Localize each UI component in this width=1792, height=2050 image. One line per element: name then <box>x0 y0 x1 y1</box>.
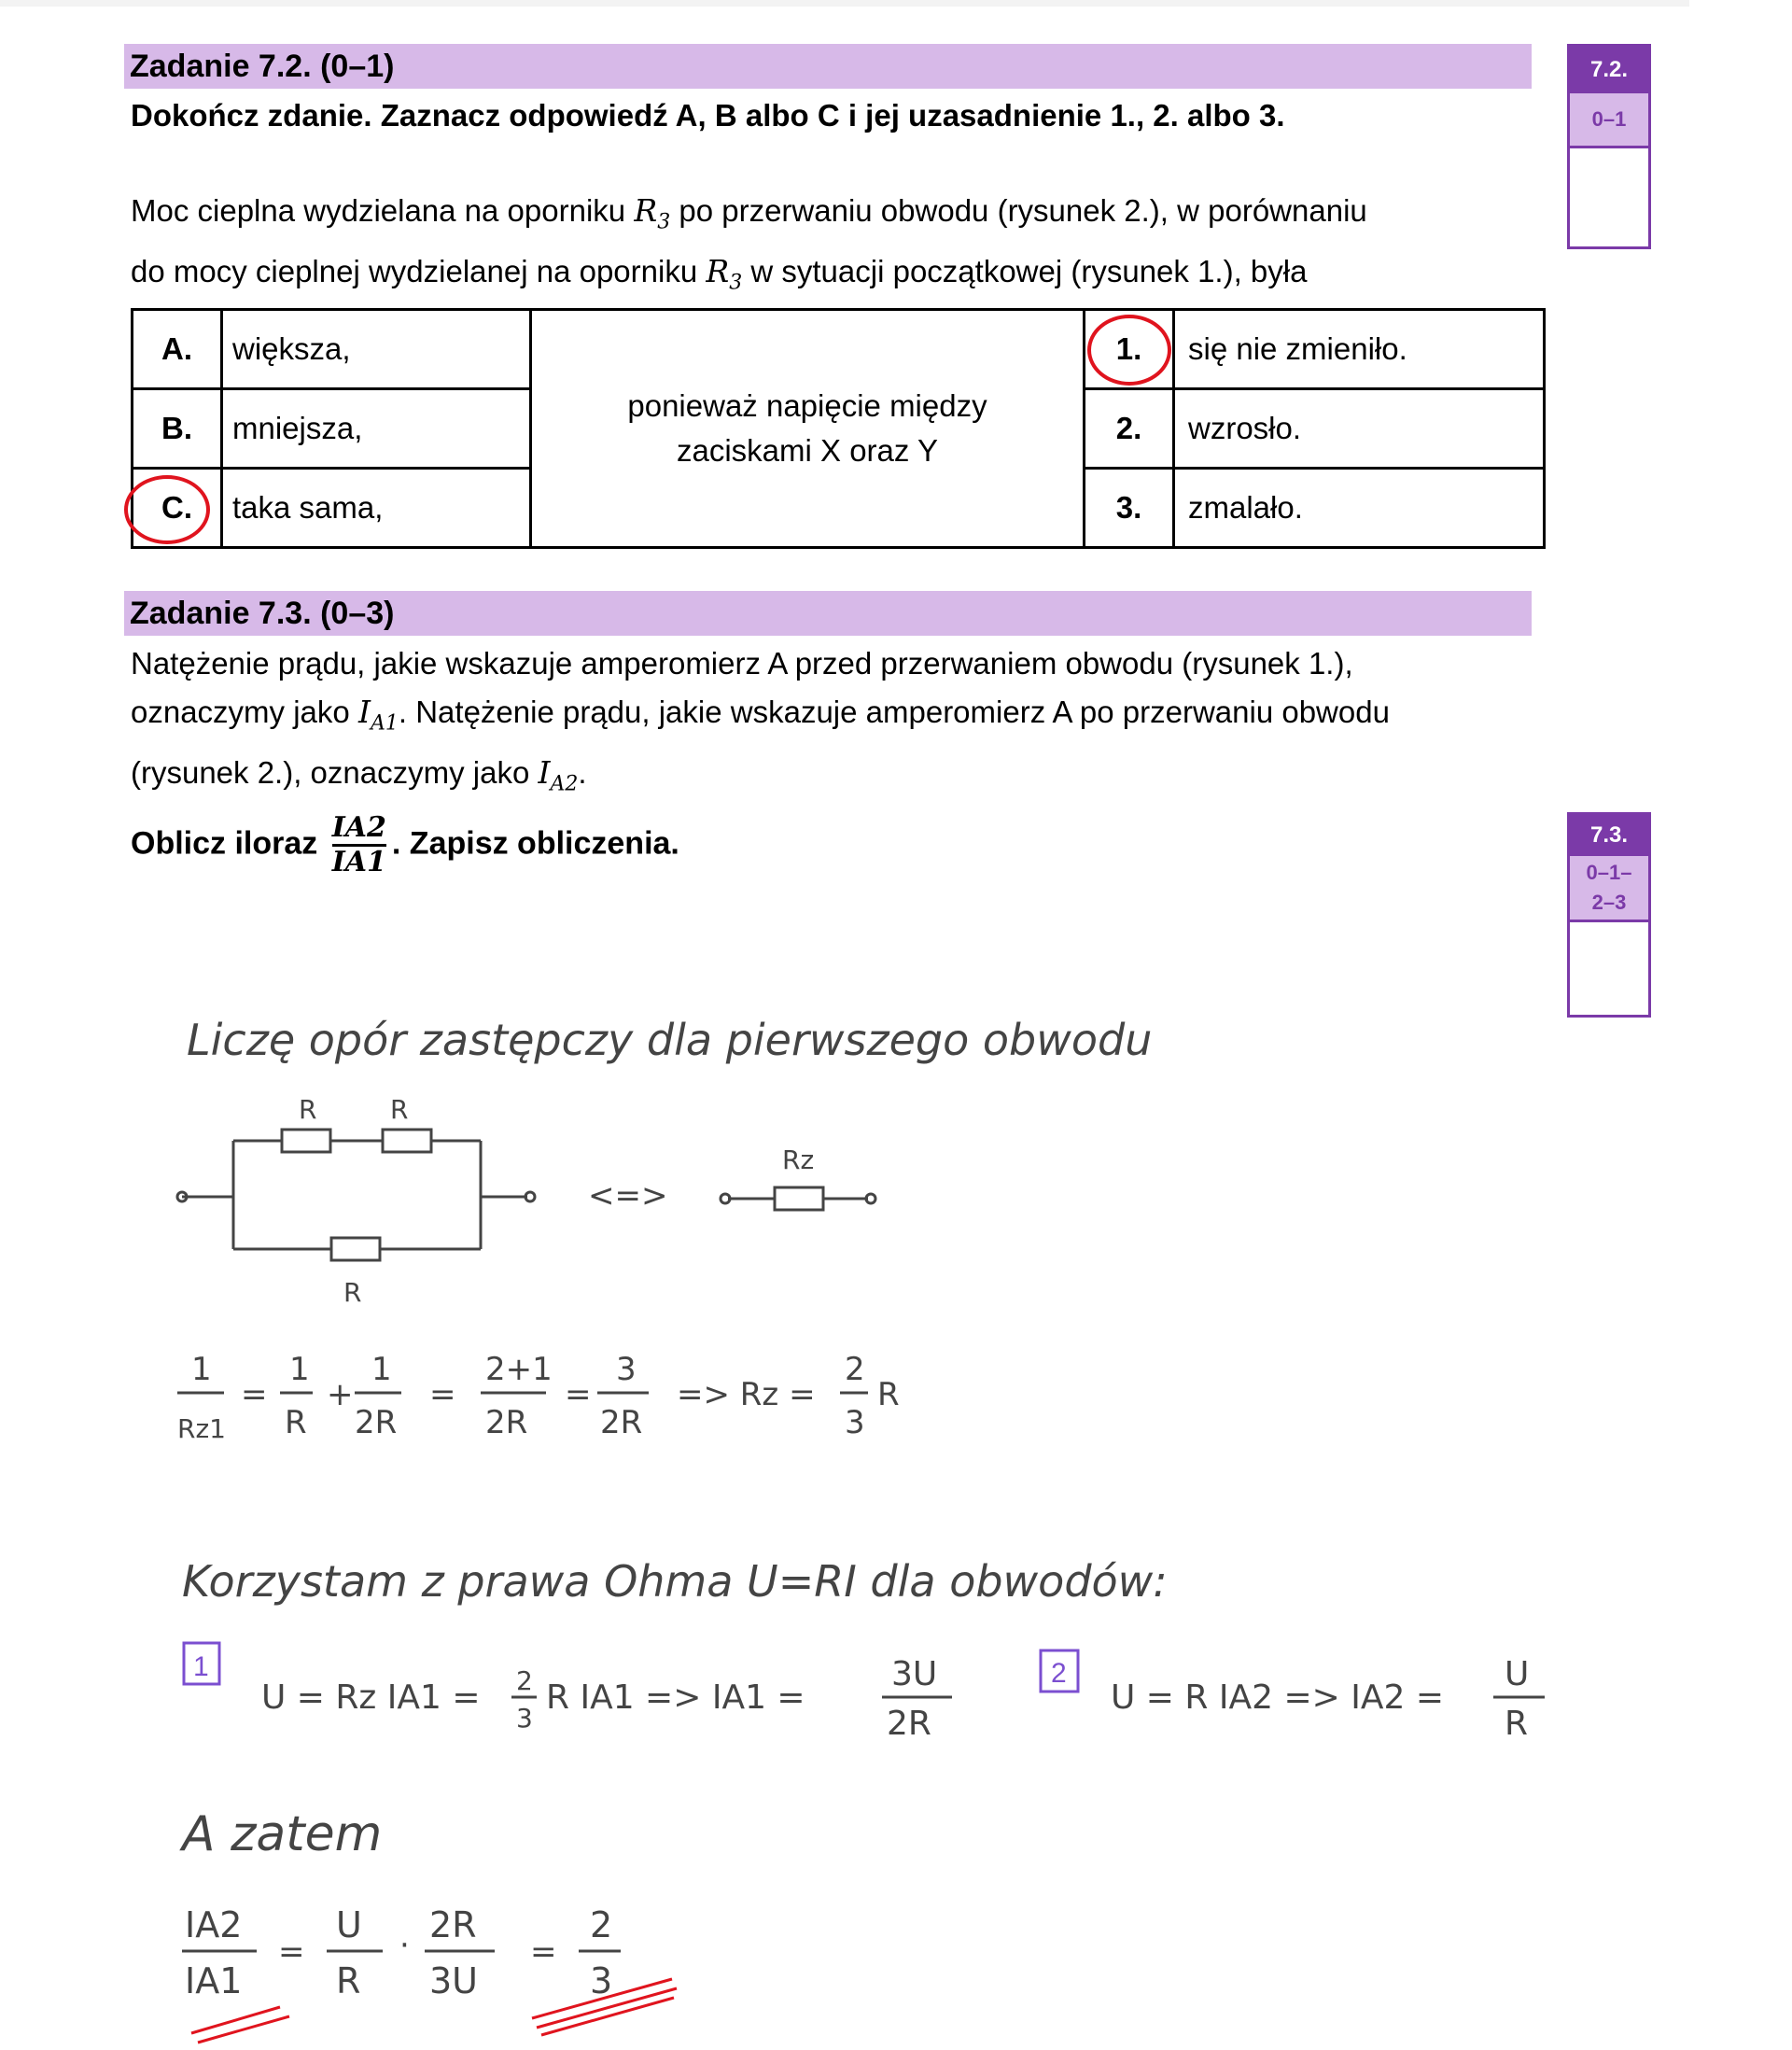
svg-text:IA1: IA1 <box>185 1960 243 2001</box>
svg-text:2: 2 <box>516 1665 533 1696</box>
stem-text: . Natężenie prądu, jakie wskazuje amperomierz A po przerwaniu obwodu <box>398 695 1390 729</box>
svg-text:=: = <box>530 1933 557 1971</box>
svg-text:1: 1 <box>289 1351 310 1388</box>
svg-text:+: + <box>327 1376 354 1413</box>
task-7-3-header: Zadanie 7.3. (0–3) <box>124 591 1532 636</box>
hw-line-2: Korzystam z prawa Ohma U=RI dla obwodów: <box>182 1556 1168 1607</box>
current-symbol-a2: $I_{A2}$ <box>538 753 579 796</box>
reason-1-text: się nie zmieniło. <box>1174 310 1545 389</box>
hw-final-equation <box>182 1904 621 2001</box>
hw-equation-1 <box>177 1351 900 1444</box>
svg-text:=: = <box>278 1933 305 1971</box>
task-7-3-instruction: Oblicz iloraz $\frac{IA2}{IA1}$ . Zapisz obliczenia. <box>131 811 679 878</box>
option-b[interactable]: B. <box>133 389 222 469</box>
svg-text:=: = <box>241 1376 268 1413</box>
ratio-fraction: $\frac{IA2}{IA1}$ <box>331 811 386 878</box>
current-symbol-a1: $I_{A1}$ <box>357 694 399 736</box>
equivalent-resistor-label: Rz <box>782 1144 815 1175</box>
circuit-drawing <box>177 1130 875 1260</box>
resistor-symbol: $R_3$ <box>706 252 743 295</box>
svg-text:U = R IA2 => IA2 =: U = R IA2 => IA2 = <box>1111 1678 1444 1717</box>
svg-text:3: 3 <box>516 1703 533 1734</box>
resistor-label: R <box>390 1094 409 1125</box>
svg-text:U: U <box>336 1904 362 1945</box>
resistor-label: R <box>343 1277 362 1308</box>
svg-text:2R: 2R <box>600 1404 643 1441</box>
stem-text: w sytuacji początkowej (rysunek 1.), była <box>750 253 1308 288</box>
score-range: 0–1– 2–3 <box>1570 856 1648 922</box>
stem-text: . <box>578 754 587 790</box>
stem-text: oznaczymy jako <box>131 695 350 729</box>
svg-text:3: 3 <box>845 1404 865 1441</box>
task-7-2-header: Zadanie 7.2. (0–1) <box>124 44 1532 89</box>
resistor-symbol: $R_3$ <box>634 192 671 234</box>
hw-equation-ohm-2 <box>1041 1650 1545 1743</box>
svg-text:1: 1 <box>191 1351 212 1388</box>
svg-text:3U: 3U <box>891 1655 938 1693</box>
svg-text:1: 1 <box>193 1651 209 1682</box>
resistor-label: R <box>299 1094 317 1125</box>
svg-text:Rz1: Rz1 <box>177 1413 226 1444</box>
hw-line-3: A zatem <box>182 1806 383 1862</box>
svg-text:U: U <box>1505 1655 1530 1693</box>
svg-text:U = Rz IA1 =: U = Rz IA1 = <box>261 1678 481 1717</box>
hw-line-1: Liczę opór zastępczy dla pierwszego obwodu <box>187 1015 1153 1065</box>
svg-text:2R: 2R <box>429 1904 477 1945</box>
stem-text: po przerwaniu obwodu (rysunek 2.), w porównaniu <box>679 193 1367 228</box>
svg-text:R IA1 => IA1 =: R IA1 => IA1 = <box>546 1678 805 1717</box>
svg-text:3: 3 <box>590 1960 613 2001</box>
option-c-text: taka sama, <box>222 469 531 548</box>
reason-2[interactable]: 2. <box>1085 389 1174 469</box>
option-b-text: mniejsza, <box>222 389 531 469</box>
svg-text:R: R <box>336 1960 361 2001</box>
reason-1[interactable]: 1. <box>1085 310 1174 389</box>
svg-text:2R: 2R <box>355 1404 398 1441</box>
score-range: 0–1 <box>1570 93 1648 148</box>
svg-text:2R: 2R <box>485 1404 528 1441</box>
svg-text:2R: 2R <box>887 1705 931 1743</box>
option-a-text: większa, <box>222 310 531 389</box>
svg-text:2: 2 <box>845 1351 865 1388</box>
stem-text: do mocy cieplnej wydzielanej na oporniku <box>131 253 698 288</box>
svg-text:R: R <box>285 1404 307 1441</box>
svg-text:3U: 3U <box>429 1960 478 2001</box>
svg-text:2+1: 2+1 <box>485 1351 553 1388</box>
svg-text:3: 3 <box>616 1351 637 1388</box>
svg-text:R: R <box>877 1376 900 1413</box>
reason-3[interactable]: 3. <box>1085 469 1174 548</box>
svg-text:2: 2 <box>1051 1658 1067 1689</box>
reason-3-text: zmalało. <box>1174 469 1545 548</box>
middle-clause: ponieważ napięcie między zaciskami X oraz Y <box>531 310 1085 548</box>
svg-text:=: = <box>429 1376 456 1413</box>
hw-equation-ohm-1 <box>184 1643 952 1743</box>
reason-2-text: wzrosło. <box>1174 389 1545 469</box>
svg-text:=: = <box>565 1376 592 1413</box>
stem-text: (rysunek 2.), oznaczymy jako <box>131 754 530 790</box>
score-id: 7.3. <box>1570 815 1648 856</box>
score-id: 7.2. <box>1570 47 1648 93</box>
option-c[interactable]: C. <box>133 469 222 548</box>
stem-text: Moc cieplna wydzielana na oporniku <box>131 193 626 228</box>
svg-text:R: R <box>1505 1705 1529 1743</box>
stem-text: Natężenie prądu, jakie wskazuje amperomierz A przed przerwaniem obwodu (rysunek 1.), <box>131 646 1353 681</box>
task-7-2-instruction: Dokończ zdanie. Zaznacz odpowiedź A, B albo C i jej uzasadnienie 1., 2. albo 3. <box>131 98 1285 133</box>
svg-text:IA2: IA2 <box>185 1904 243 1945</box>
svg-text:2: 2 <box>590 1904 613 1945</box>
svg-text:=> Rz =: => Rz = <box>677 1376 816 1413</box>
svg-text:·: · <box>399 1927 410 1964</box>
svg-text:1: 1 <box>371 1351 392 1388</box>
option-a[interactable]: A. <box>133 310 222 389</box>
equivalence-arrow: <=> <box>588 1177 668 1215</box>
